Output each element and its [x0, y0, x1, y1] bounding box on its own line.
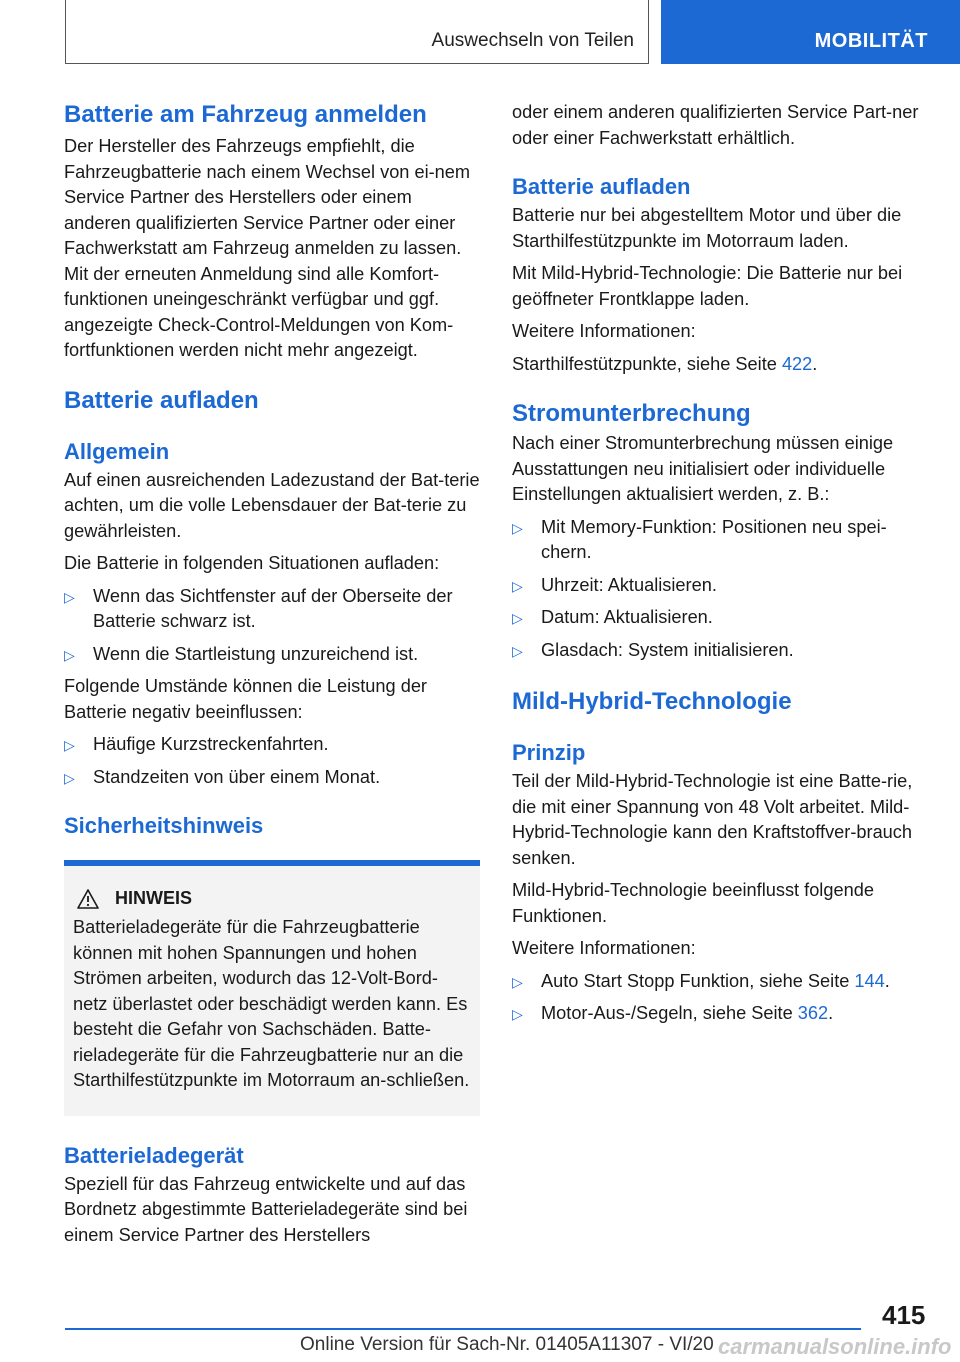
warning-box — [64, 866, 480, 1116]
bullet-triangle-icon: ▷ — [512, 519, 523, 536]
paragraph: Auf einen ausreichenden Ladezustand der Bat-terie achten, um die volle Lebensdauer der Bat-terie zu gewährleisten. — [64, 469, 480, 541]
right-column — [512, 100, 928, 1027]
list-item: ▷ Uhrzeit: Aktualisieren. — [512, 573, 928, 599]
bullet-triangle-icon: ▷ — [512, 577, 523, 594]
paragraph: Weitere Informationen: — [512, 321, 696, 341]
paragraph: Speziell für das Fahrzeug entwickelte und auf das Bordnetz abgestimmte Batterieladegeräte sind bei einem Service Partner des Herstellers — [64, 1173, 468, 1245]
bullet-triangle-icon: ▷ — [64, 737, 75, 753]
heading-charge-battery-right: Batterie aufladen — [512, 174, 691, 199]
heading-safety: Sicherheitshinweis — [64, 813, 264, 838]
heading-principle: Prinzip — [512, 740, 586, 765]
paragraph: Der Hersteller des Fahrzeugs empfiehlt, die Fahrzeugbatterie nach einem Wechsel von ei-nem Service Partner des Herstellers oder einem anderen qualifizierten Service Partner oder einer Fachwerkstatt am Fahrzeug anmelden zu lassen. Mit der erneuten Anmeldung sind alle Komfort-funktionen uneingeschränkt verfügbar und ggf. angezeigte Check-Control-Meldungen von Kom-fortfunktionen werden nicht mehr angezeigt. — [64, 136, 471, 360]
bullet-triangle-icon: ▷ — [64, 646, 75, 663]
heading-general: Allgemein — [64, 438, 170, 464]
list-item: ▷ Standzeiten von über einem Monat. — [64, 765, 480, 791]
bullet-triangle-icon: ▷ — [64, 588, 75, 605]
paragraph: Batterie nur bei abgestelltem Motor und über die Starthilfestützpunkte im Motorraum laden. — [512, 205, 902, 251]
header-chapter-tab — [661, 0, 960, 64]
paragraph: Nach einer Stromunterbrechung müssen einige Ausstattungen neu initialisiert oder individuelle Einstellungen aktualisiert werden, z. B.: — [512, 433, 894, 504]
heading-register-battery: Batterie am Fahrzeug anmelden — [64, 101, 427, 128]
bullet-triangle-icon: ▷ — [64, 769, 75, 786]
list-item: ▷ Mit Memory-Funktion: Positionen neu spei-chern. — [512, 516, 887, 562]
paragraph: oder einem anderen qualifizierten Service Part-ner oder einer Fachwerkstatt erhältlich. — [512, 102, 919, 148]
list-item: ▷ Wenn die Startleistung unzureichend ist. — [64, 642, 480, 668]
header-section-title: Auswechseln von Teilen — [431, 30, 634, 51]
list-item: ▷ Auto Start Stopp Funktion, siehe Seite 144. — [512, 969, 928, 995]
heading-battery-charger: Batterieladegerät — [64, 1142, 244, 1168]
page-number: 415 — [882, 1300, 926, 1330]
bullet-triangle-icon: ▷ — [512, 1006, 523, 1022]
bullet-triangle-icon: ▷ — [512, 642, 523, 659]
watermark: carmanualsonline.info — [718, 1334, 952, 1359]
heading-charge-battery: Batterie aufladen — [64, 386, 259, 414]
page-link[interactable]: 362 — [797, 1003, 829, 1023]
warning-text: Batterieladegeräte für die Fahrzeugbatterie können mit hohen Spannungen und hohen Strömen arbeiten, wodurch das 12-Volt-Bord-netz überlastet oder beschädigt werden kann. Es besteht die Gefahr von Sachschäden. Batte-rieladegeräte für die Fahrzeugbatterie nur an die Starthilfestützpunkte im Motorraum an-schließen. — [73, 917, 470, 1090]
warning-triangle-icon — [77, 889, 99, 909]
header-section-box — [65, 0, 649, 64]
paragraph: Teil der Mild-Hybrid-Technologie ist eine Batte-rie, die mit einer Spannung von 48 Volt arbeitet. Mild-Hybrid-Technologie kann den Kraftstoffver-brauch senken. — [512, 771, 913, 868]
paragraph: Folgende Umstände können die Leistung der Batterie negativ beeinflussen: — [64, 676, 427, 722]
list-item: ▷ Wenn das Sichtfenster auf der Oberseite der Batterie schwarz ist. — [64, 585, 453, 631]
page-link[interactable]: 144 — [854, 970, 885, 991]
header-chapter-title: MOBILITÄT — [814, 30, 928, 52]
bullet-triangle-icon: ▷ — [512, 973, 523, 990]
page-link[interactable]: 422 — [781, 353, 813, 374]
heading-mild-hybrid: Mild-Hybrid-Technologie — [512, 688, 792, 715]
reference-line: Starthilfestützpunkte, siehe Seite 422. — [512, 353, 818, 374]
heading-power-interruption: Stromunterbrechung — [512, 400, 751, 427]
warning-title: HINWEIS — [73, 888, 471, 909]
left-column — [64, 100, 480, 1248]
paragraph: Mit Mild-Hybrid-Technologie: Die Batterie nur bei geöffneter Frontklappe laden. — [512, 263, 903, 309]
bullet-triangle-icon: ▷ — [512, 610, 523, 626]
footer-online-version: Online Version für Sach-Nr. 01405A11307 - VI/20 — [300, 1334, 714, 1355]
list-item: ▷ Häufige Kurzstreckenfahrten. — [64, 732, 480, 758]
paragraph: Die Batterie in folgenden Situationen aufladen: — [64, 553, 440, 573]
paragraph: Weitere Informationen: — [512, 938, 696, 958]
paragraph: Mild-Hybrid-Technologie beeinflusst folgende Funktionen. — [512, 880, 874, 926]
list-item: ▷ Datum: Aktualisieren. — [512, 605, 928, 631]
list-item: ▷ Glasdach: System initialisieren. — [512, 638, 928, 664]
footer-rule — [65, 1328, 861, 1330]
list-item: ▷ Motor-Aus-/Segeln, siehe Seite 362. — [512, 1001, 928, 1027]
